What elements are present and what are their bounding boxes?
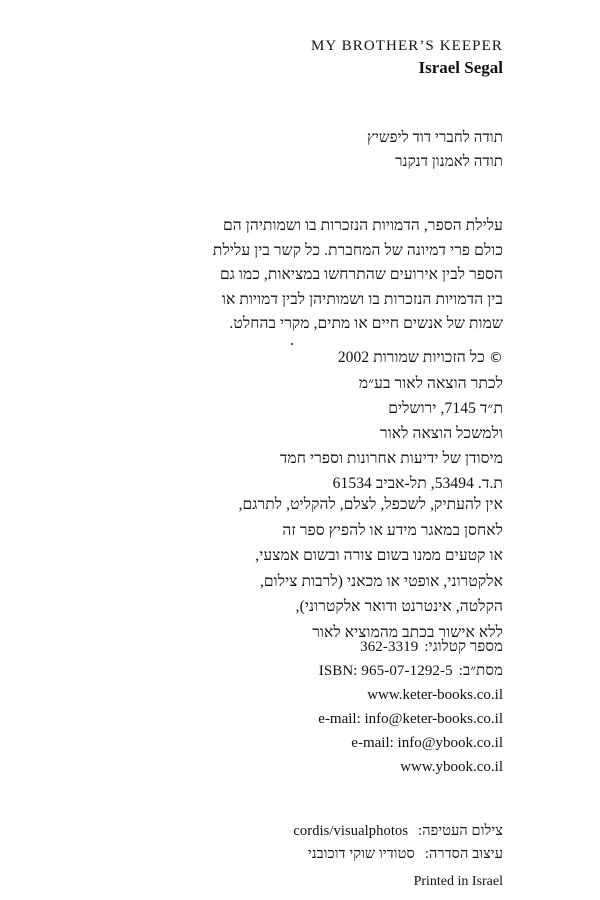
copyright-line-6: ת.ד. 53494, תל-אביב 61534 [332, 475, 503, 492]
disclaimer-line-5: שמות של אנשים חיים או מתים, מקרי בהחלט. [229, 315, 503, 332]
acknowledgements [367, 126, 503, 174]
email-ybook[interactable]: e-mail: info@ybook.co.il [351, 735, 503, 751]
copyright-line-3: ת״ד 7145, ירושלים [388, 400, 503, 417]
thanks-line-1: תודה לחברי דוד ליפשיץ [366, 130, 503, 146]
copyright-symbol: © [488, 350, 503, 366]
disclaimer-line-1: עלילת הספר, הדמויות הנזכרות בו ושמותיהן הם [223, 217, 503, 234]
disclaimer-line-2: כולם פרי דמיונה של המחברת. כל קשר בין עלילת [212, 241, 503, 259]
catalog-label: מספר קטלוגי: [424, 639, 503, 655]
website-ybook[interactable]: www.ybook.co.il [400, 759, 503, 775]
book-author: Israel Segal [418, 58, 503, 77]
copyright-line-4: ולמשכל הוצאה לאור [379, 425, 503, 442]
disclaimer-line-3: הספר לבין אירועים שהתרחשו במציאות, כמו גם [219, 266, 503, 283]
rights-notice [239, 492, 503, 645]
copyright-block [280, 345, 503, 496]
design-credits [293, 820, 503, 866]
cover-photo-credit [293, 820, 503, 843]
rights-line-1: אין להעתיק, לשכפל, לצלם, להקליט, לתרגם, [238, 496, 503, 513]
isbn-row [319, 659, 503, 683]
catalog-value: 362-3319 [360, 639, 419, 655]
copyright-line-5: מיסודן של ידיעות אחרונות וספרי חמד [279, 450, 503, 467]
email-keter[interactable]: e-mail: info@keter-books.co.il [318, 711, 503, 727]
catalog-number-row [319, 635, 503, 659]
rights-line-2: לאחסן במאגר מידע או להפיץ ספר זה [282, 521, 503, 539]
cover-photo-value: cordis/visualphotos [293, 823, 409, 839]
thanks-line-2: תודה לאמנון דנקנר [395, 154, 503, 170]
series-design-label: עיצוב הסדרה: [424, 846, 503, 862]
website-keter[interactable]: www.keter-books.co.il [367, 687, 503, 703]
rights-line-6: ללא אישור בכתב מהמוציא לאור [312, 623, 503, 641]
series-design-credit [293, 843, 503, 866]
disclaimer-line-4: בין הדמויות הנזכרות בו ושמותיהן לבין דמויות או [221, 290, 503, 308]
cover-photo-label: צילום העטיפה: [418, 823, 503, 839]
series-design-value: סטודיו שוקי דוכובני [307, 846, 415, 862]
copyright-line-1: © כל הזכויות שמורות 2002 [337, 349, 503, 366]
isbn-label: מסת״ב: [458, 663, 503, 679]
rights-line-4: אלקטרוני, אופטי או מכאני (לרבות צילום, [259, 572, 503, 590]
book-title: MY BROTHER’S KEEPER [310, 38, 503, 54]
printed-in-israel: Printed in Israel [413, 874, 503, 889]
isbn-value: ISBN: 965-07-1292-5 [318, 663, 453, 679]
fiction-disclaimer [213, 214, 503, 337]
rights-line-3: או קטעים ממנו בשום צורה ובשום אמצעי, [255, 547, 503, 564]
rights-line-5: הקלטה, אינטרנט ודואר אלקטרוני), [295, 598, 503, 615]
catalog-info [319, 635, 503, 683]
copyright-line-2: לכתר הוצאה לאור בע״מ [358, 375, 503, 392]
